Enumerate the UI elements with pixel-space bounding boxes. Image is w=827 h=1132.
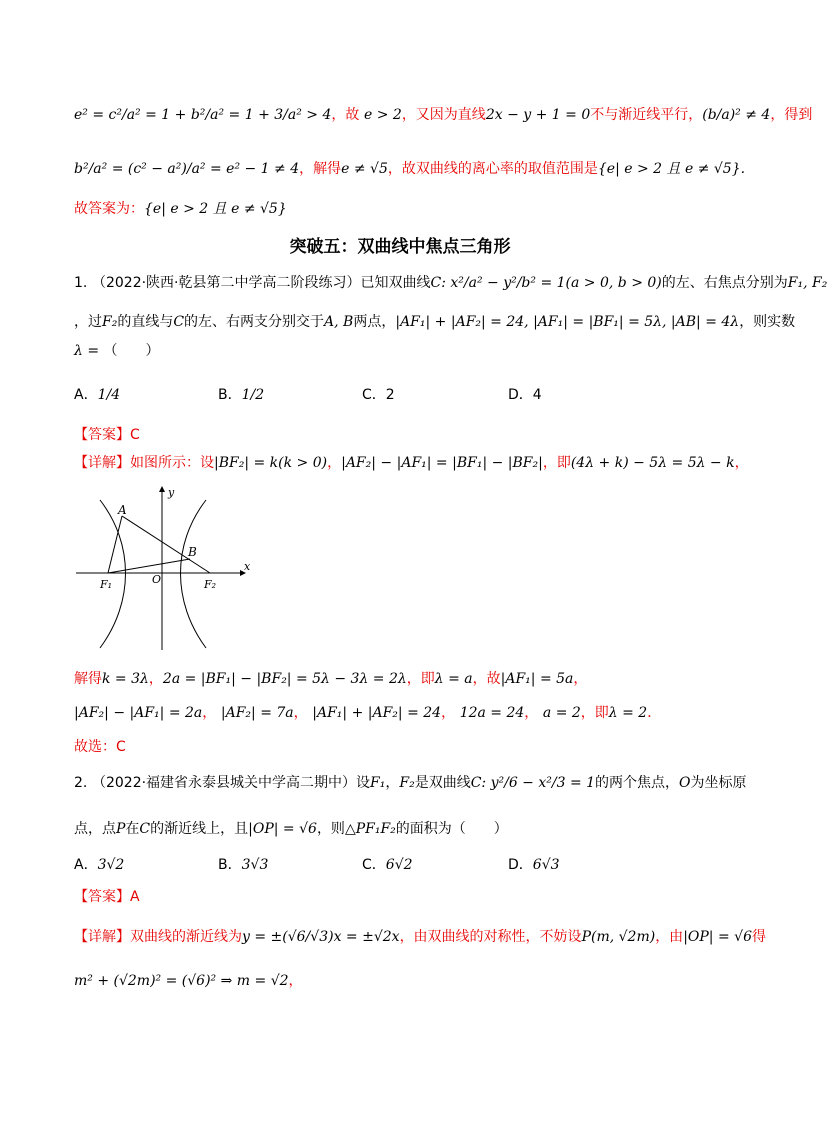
- answer-label: 故答案为：: [74, 201, 144, 217]
- q2-option-c[interactable]: C．6√2: [362, 857, 413, 873]
- q1-option-d[interactable]: D．4: [508, 387, 542, 403]
- q2-stem-line-2: 点，点P在C的渐近线上，且|OP| = √6，则△PF₁F₂的面积为（ ）: [74, 821, 508, 837]
- q1-final-line: 故选：C: [74, 739, 126, 755]
- q1-stem-line-3: λ = （ ）: [74, 343, 160, 359]
- q1-answer-line: [74, 424, 740, 446]
- hyperbola-figure: [74, 484, 254, 652]
- q1-stem-line-2: ，过F₂的直线与C的左、右两支分别交于A, B两点，|AF₁| + |AF₂| = 24, |AF₁| = |BF₁| = 5λ, |AB| = 4λ，则实数: [74, 314, 796, 330]
- q1-solve-line-1: 解得k = 3λ，2a = |BF₁| − |BF₂| = 5λ − 3λ = 2λ，即λ = a，故|AF₁| = 5a，: [74, 671, 588, 687]
- answer-label: 【答案】: [74, 427, 130, 443]
- q2-detail-line: 【详解】双曲线的渐近线为y = ±(√6/√3)x = ±√2x，由双曲线的对称性，不妨设P(m, √2m)，由|OP| = √6得: [74, 929, 766, 945]
- q1-option-b[interactable]: B．1/2: [218, 387, 265, 403]
- prev-answer-line: [74, 198, 740, 220]
- prev-solution-line-1: e² = c²/a² = 1 + b²/a² = 1 + 3/a² > 4，故 e > 2，又因为直线2x − y + 1 = 0不与渐近线平行，(b/a)² ≠ 4，得到: [74, 107, 813, 123]
- detail-label: 【详解】: [74, 929, 130, 945]
- label-O: O: [152, 573, 162, 586]
- answer-value: A: [130, 889, 140, 905]
- left-branch: [100, 500, 126, 648]
- answer-value: C: [130, 427, 140, 443]
- label-A: A: [118, 503, 127, 517]
- label-x: x: [244, 560, 251, 573]
- q2-option-d[interactable]: D．6√3: [508, 857, 560, 873]
- line-F1-B: [108, 559, 190, 573]
- question-source: （2022·陕西·乾县第二中学高二阶段练习）: [91, 275, 361, 291]
- question-number: 1.: [74, 275, 88, 291]
- q2-option-a[interactable]: A．3√2: [74, 857, 125, 873]
- q2-answer-line: [74, 886, 740, 908]
- label-y: y: [168, 486, 175, 499]
- q1-option-a[interactable]: A．1/4: [74, 387, 121, 403]
- detail-label: 【详解】: [74, 455, 130, 471]
- question-number: 2.: [74, 775, 88, 791]
- prev-solution-line-2: b²/a² = (c² − a²)/a² = e² − 1 ≠ 4，解得e ≠ √5，故双曲线的离心率的取值范围是{e| e > 2 且 e ≠ √5}.: [74, 161, 746, 177]
- q1-detail-line: 【详解】如图所示：设|BF₂| = k(k > 0)，|AF₂| − |AF₁| = |BF₁| − |BF₂|，即(4λ + k) − 5λ = 5λ − k，: [74, 455, 749, 471]
- label-B: B: [188, 545, 197, 559]
- answer-value: {e| e > 2 且 e ≠ √5}: [144, 201, 287, 217]
- question-source: （2022·福建省永泰县城关中学高二期中）: [91, 775, 357, 791]
- right-branch: [181, 500, 207, 648]
- q1-solve-line-2: |AF₂| − |AF₁| = 2a， |AF₂| = 7a， |AF₁| + |AF₂| = 24， 12a = 24， a = 2，即λ = 2．: [74, 705, 662, 721]
- label-F2: F₂: [204, 578, 217, 591]
- math-expression: e² = c²/a² = 1 + b²/a² = 1 + 3/a² > 4: [74, 107, 332, 123]
- y-axis-arrow: [159, 486, 165, 492]
- q2-detail-line-2: m² + (√2m)² = (√6)² ⇒ m = √2，: [74, 973, 303, 989]
- label-F1: F₁: [100, 578, 113, 591]
- answer-label: 【答案】: [74, 889, 130, 905]
- q2-option-b[interactable]: B．3√3: [218, 857, 269, 873]
- q2-stem-line-1: 2. （2022·福建省永泰县城关中学高二期中）设F₁，F₂是双曲线C: y²/6 − x²/3 = 1的两个焦点，O为坐标原: [74, 775, 747, 791]
- section-title: 突破五：双曲线中焦点三角形: [289, 237, 511, 257]
- q1-option-c[interactable]: C．2: [362, 387, 395, 403]
- q1-stem-line-1: 1. （2022·陕西·乾县第二中学高二阶段练习）已知双曲线C: x²/a² − y²/b² = 1(a > 0, b > 0)的左、右焦点分别为F₁, F₂: [74, 275, 827, 291]
